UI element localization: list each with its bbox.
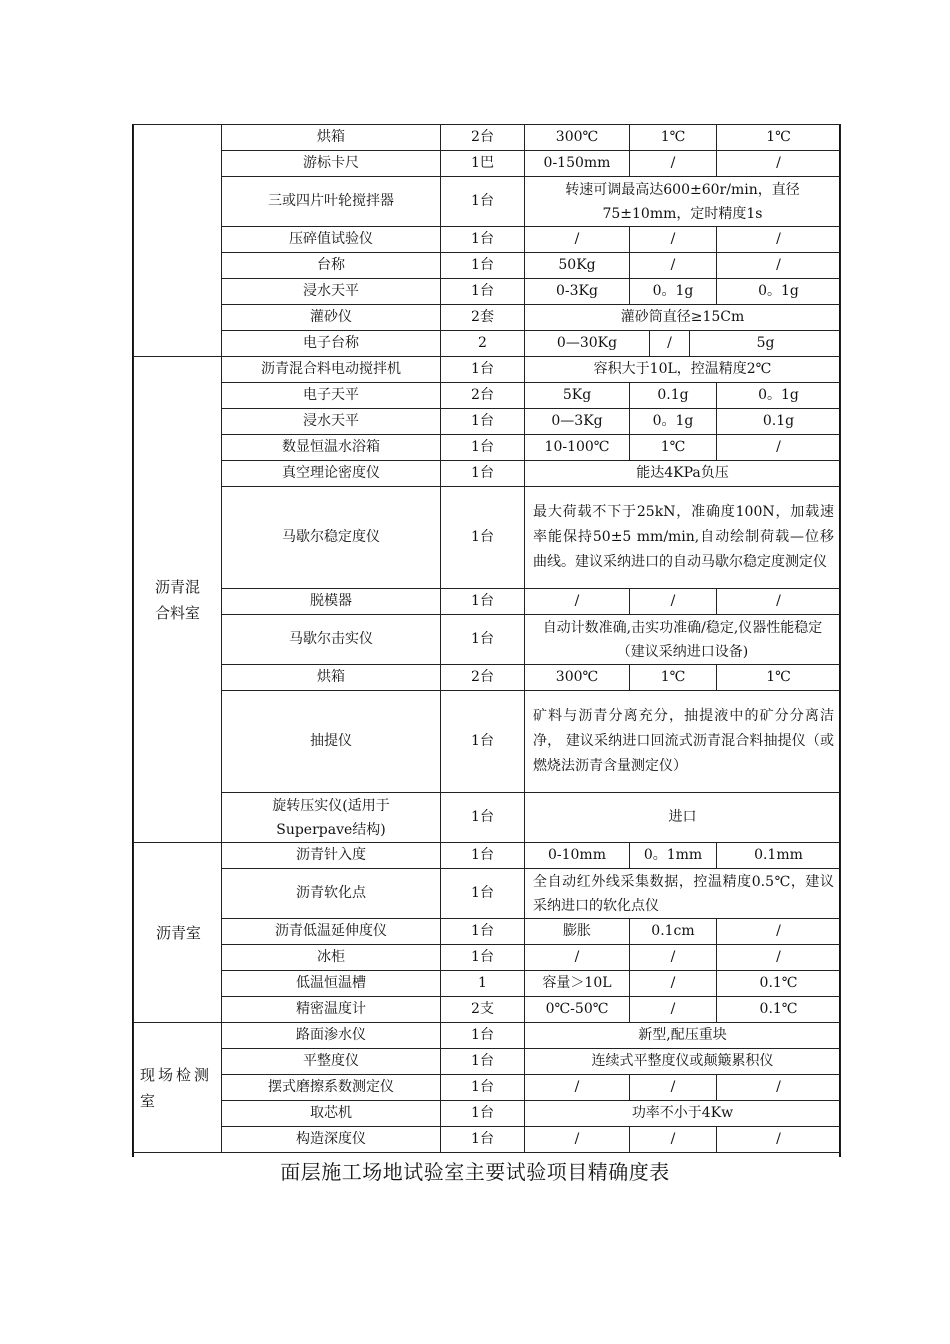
equipment-name: 马歇尔击实仪 — [222, 615, 441, 665]
equipment-name: 冰柜 — [222, 945, 441, 971]
table-row — [134, 919, 841, 945]
equipment-name: 台称 — [222, 253, 441, 279]
quantity: 1台 — [441, 1075, 525, 1101]
spec-description: 连续式平整度仪或颠簸累积仪 — [525, 1049, 841, 1075]
quantity: 2 — [441, 331, 525, 357]
equipment-name: 三或四片叶轮搅拌器 — [222, 177, 441, 227]
spec-range: / — [525, 589, 630, 615]
quantity: 1台 — [441, 945, 525, 971]
quantity: 1台 — [441, 409, 525, 435]
equipment-name: 构造深度仪 — [222, 1127, 441, 1153]
table-row — [134, 409, 841, 435]
quantity: 1台 — [441, 487, 525, 589]
spec-accuracy: 0.1℃ — [717, 997, 841, 1023]
equipment-name: 摆式磨擦系数测定仪 — [222, 1075, 441, 1101]
spec-description: 自动计数准确,击实功准确/稳定,仪器性能稳定（建议采纳进口设备) — [525, 615, 841, 665]
equipment-name: 抽提仪 — [222, 691, 441, 793]
spec-description: 全自动红外线采集数据，控温精度0.5℃，建议采纳进口的软化点仪 — [525, 869, 841, 919]
quantity: 1台 — [441, 461, 525, 487]
quantity: 2台 — [441, 125, 525, 151]
equipment-name: 沥青软化点 — [222, 869, 441, 919]
spec-range: 0-10mm — [525, 843, 630, 869]
category-field-test-room: 现场检测室 — [134, 1023, 222, 1153]
table-row — [134, 1075, 841, 1101]
equipment-name: 压碎值试验仪 — [222, 227, 441, 253]
spec-accuracy: / — [717, 151, 841, 177]
quantity: 2台 — [441, 665, 525, 691]
equipment-name: 电子天平 — [222, 383, 441, 409]
quantity: 1台 — [441, 1127, 525, 1153]
table-row — [134, 125, 841, 151]
spec-accuracy: / — [717, 1127, 841, 1153]
table-row — [134, 253, 841, 279]
equipment-name: 沥青混合料电动搅拌机 — [222, 357, 441, 383]
spec-range: / — [525, 227, 630, 253]
spec-accuracy: 0.1℃ — [717, 971, 841, 997]
spec-accuracy: / — [717, 435, 841, 461]
spec-range: 10-100℃ — [525, 435, 630, 461]
table-row — [134, 793, 841, 843]
spec-precision: / — [649, 331, 689, 356]
spec-range: / — [525, 1075, 630, 1101]
spec-range: / — [525, 1127, 630, 1153]
category-asphalt-room: 沥青室 — [134, 843, 222, 1023]
spec-description: 灌砂筒直径≥15Cm — [525, 305, 841, 331]
spec-description: 新型,配压重块 — [525, 1023, 841, 1049]
spec-accuracy: 0.1mm — [717, 843, 841, 869]
spec-accuracy: / — [717, 589, 841, 615]
table-row — [134, 971, 841, 997]
equipment-name: 电子台称 — [222, 331, 441, 357]
quantity: 1 — [441, 971, 525, 997]
spec-description: 进口 — [525, 793, 841, 843]
spec-precision: / — [630, 253, 717, 279]
spec-description: 能达4KPa负压 — [525, 461, 841, 487]
equipment-name: 浸水天平 — [222, 409, 441, 435]
equipment-name: 灌砂仪 — [222, 305, 441, 331]
spec-range: 0—30Kg — [556, 335, 618, 351]
spec-precision: / — [630, 1127, 717, 1153]
category-cell-empty — [134, 125, 222, 357]
table-row — [134, 945, 841, 971]
quantity: 2台 — [441, 383, 525, 409]
spec-range: 容量＞10L — [525, 971, 630, 997]
spec-range: / — [525, 945, 630, 971]
table-row — [134, 665, 841, 691]
spec-range: 0-3Kg — [525, 279, 630, 305]
table-row — [134, 305, 841, 331]
equipment-name: 取芯机 — [222, 1101, 441, 1127]
spec-split-cell — [525, 331, 841, 357]
spec-description: 矿料与沥青分离充分，抽提液中的矿分分离洁净， 建议采纳进口回流式沥青混合料抽提仪（或燃烧法沥青含量测定仪） — [525, 691, 841, 793]
spec-precision: / — [630, 971, 717, 997]
spec-precision: 1℃ — [630, 435, 717, 461]
table-row — [134, 997, 841, 1023]
equipment-name: 沥青针入度 — [222, 843, 441, 869]
spec-accuracy: / — [717, 227, 841, 253]
spec-description: 转速可调最高达600±60r/min，直径75±10mm，定时精度1s — [525, 177, 841, 227]
equipment-name: 烘箱 — [222, 125, 441, 151]
spec-accuracy: 1℃ — [717, 125, 841, 151]
spec-accuracy: 5g — [689, 331, 841, 356]
quantity: 1台 — [441, 843, 525, 869]
spec-accuracy: 0。1g — [717, 279, 841, 305]
spec-range: 膨胀 — [525, 919, 630, 945]
spec-description: 最大荷载不下于25kN，准确度100N，加载速率能保持50±5 mm/min,自动绘制荷载—位移曲线。建议采纳进口的自动马歇尔稳定度测定仪 — [525, 487, 841, 589]
equipment-name: 路面渗水仪 — [222, 1023, 441, 1049]
spec-description: 容积大于10L，控温精度2℃ — [525, 357, 841, 383]
quantity: 1台 — [441, 615, 525, 665]
table-row — [134, 357, 841, 383]
spec-precision: / — [630, 945, 717, 971]
table-row — [134, 1101, 841, 1127]
equipment-name: 沥青低温延伸度仪 — [222, 919, 441, 945]
spec-precision: 1℃ — [630, 665, 717, 691]
table-row — [134, 691, 841, 793]
spec-range: 300℃ — [525, 125, 630, 151]
equipment-name: 数显恒温水浴箱 — [222, 435, 441, 461]
spec-accuracy: / — [717, 253, 841, 279]
spec-precision: / — [630, 151, 717, 177]
spec-precision: 1℃ — [630, 125, 717, 151]
spec-accuracy: 1℃ — [717, 665, 841, 691]
table-row — [134, 1127, 841, 1153]
spec-precision: 0。1mm — [630, 843, 717, 869]
spec-description: 功率不小于4Kw — [525, 1101, 841, 1127]
quantity: 2支 — [441, 997, 525, 1023]
equipment-name: 脱模器 — [222, 589, 441, 615]
spec-precision: / — [630, 1075, 717, 1101]
spec-precision: / — [630, 227, 717, 253]
spec-range: 0℃-50℃ — [525, 997, 630, 1023]
table-row — [134, 589, 841, 615]
spec-accuracy: 0.1g — [717, 409, 841, 435]
quantity: 1台 — [441, 279, 525, 305]
table-row — [134, 279, 841, 305]
category-asphalt-mix-room: 沥青混合料室 — [134, 357, 222, 843]
equipment-name: 精密温度计 — [222, 997, 441, 1023]
equipment-name: 旋转压实仪(适用于Superpave结构) — [222, 793, 441, 843]
spec-precision: 0.1g — [630, 383, 717, 409]
equipment-name: 真空理论密度仪 — [222, 461, 441, 487]
equipment-name: 烘箱 — [222, 665, 441, 691]
spec-accuracy: 0。1g — [717, 383, 841, 409]
table-row — [134, 843, 841, 869]
table-row — [134, 461, 841, 487]
table-row — [134, 177, 841, 227]
equipment-name: 平整度仪 — [222, 1049, 441, 1075]
quantity: 1台 — [441, 589, 525, 615]
spec-precision: / — [630, 589, 717, 615]
table-row — [134, 331, 841, 357]
quantity: 1台 — [441, 919, 525, 945]
equipment-name: 马歇尔稳定度仪 — [222, 487, 441, 589]
spec-accuracy: / — [717, 919, 841, 945]
spec-range: 300℃ — [525, 665, 630, 691]
table-row — [134, 615, 841, 665]
table-row — [134, 151, 841, 177]
spec-range: 5Kg — [525, 383, 630, 409]
spec-accuracy: / — [717, 1075, 841, 1101]
quantity: 1台 — [441, 1101, 525, 1127]
spec-precision: 0。1g — [630, 409, 717, 435]
quantity: 1巴 — [441, 151, 525, 177]
table-row — [134, 435, 841, 461]
quantity: 2套 — [441, 305, 525, 331]
spec-range: 50Kg — [525, 253, 630, 279]
quantity: 1台 — [441, 869, 525, 919]
table-row — [134, 383, 841, 409]
quantity: 1台 — [441, 357, 525, 383]
equipment-table — [133, 124, 841, 1153]
spec-accuracy: / — [717, 945, 841, 971]
quantity: 1台 — [441, 1023, 525, 1049]
table-row — [134, 1049, 841, 1075]
quantity: 1台 — [441, 227, 525, 253]
table-row — [134, 487, 841, 589]
spec-precision: 0。1g — [630, 279, 717, 305]
quantity: 1台 — [441, 793, 525, 843]
table-row — [134, 227, 841, 253]
equipment-name: 游标卡尺 — [222, 151, 441, 177]
spec-precision: 0.1cm — [630, 919, 717, 945]
table-row — [134, 869, 841, 919]
quantity: 1台 — [441, 435, 525, 461]
table-caption: 面层施工场地试验室主要试验项目精确度表 — [280, 1160, 670, 1184]
quantity: 1台 — [441, 253, 525, 279]
spec-range: 0-150mm — [525, 151, 630, 177]
quantity: 1台 — [441, 691, 525, 793]
equipment-name: 低温恒温槽 — [222, 971, 441, 997]
equipment-name: 浸水天平 — [222, 279, 441, 305]
table-row — [134, 1023, 841, 1049]
quantity: 1台 — [441, 177, 525, 227]
spec-precision: / — [630, 997, 717, 1023]
quantity: 1台 — [441, 1049, 525, 1075]
spec-range: 0—3Kg — [525, 409, 630, 435]
